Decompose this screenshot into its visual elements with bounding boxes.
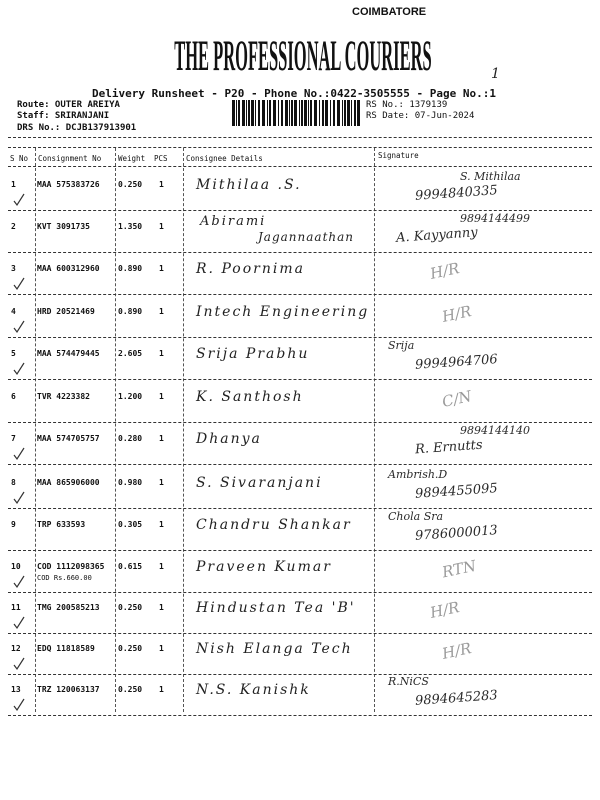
row-status-mark: H/R	[428, 598, 461, 622]
barcode-bar	[232, 100, 235, 126]
row-sno: 2	[11, 222, 16, 231]
barcode-bar	[322, 100, 324, 126]
row-pcs: 1	[159, 180, 164, 189]
tick-mark-icon	[12, 319, 26, 333]
row-cod-amount: COD Rs.660.00	[37, 574, 92, 582]
row-signature-phone: 9894645283	[414, 688, 499, 709]
barcode-bar	[325, 100, 328, 126]
barcode-bar	[357, 100, 360, 126]
row-weight: 0.890	[118, 307, 143, 316]
page-number-handwritten: 1	[491, 66, 500, 82]
row-pcs: 1	[159, 685, 164, 694]
col-signature: Signature	[378, 151, 419, 160]
tick-mark-icon	[12, 656, 26, 670]
col-consignee: Consignee Details	[186, 154, 263, 163]
row-divider	[8, 508, 592, 509]
tick-mark-icon	[12, 574, 26, 588]
row-signature-name: Srija	[388, 339, 415, 352]
barcode-bar	[344, 100, 346, 126]
row-signature-name: Ambrish.D	[388, 468, 448, 481]
barcode-bar	[342, 100, 343, 126]
row-signature-name: S. Mithilaa	[460, 170, 521, 183]
barcode-bar	[238, 100, 240, 126]
row-divider	[8, 422, 592, 423]
row-status-mark: C/N	[440, 387, 474, 411]
row-consignment: HRD 20521469	[37, 307, 95, 316]
tick-mark-icon	[12, 276, 26, 290]
row-signature-name: 9894144499	[460, 212, 530, 225]
row-pcs: 1	[159, 392, 164, 401]
row-sno: 7	[11, 434, 16, 443]
col-pcs: PCS	[154, 154, 168, 163]
row-divider	[8, 210, 592, 211]
barcode-bar	[258, 100, 260, 126]
row-consignee: K. Santhosh	[196, 389, 304, 405]
row-consignment: MAA 574705757	[37, 434, 100, 443]
row-consignee: Praveen Kumar	[196, 559, 332, 575]
col-line	[35, 148, 36, 712]
col-line	[374, 148, 375, 712]
row-weight: 1.350	[118, 222, 143, 231]
row-consignee: Srija Prabhu	[196, 346, 310, 362]
row-signature-name: 9894144140	[460, 424, 530, 437]
barcode-bar	[236, 100, 237, 126]
row-pcs: 1	[159, 644, 164, 653]
row-sno: 10	[11, 562, 21, 571]
barcode-bar	[248, 100, 250, 126]
row-divider	[8, 715, 592, 716]
tick-mark-icon	[12, 697, 26, 711]
rs-date: RS Date: 07-Jun-2024	[366, 111, 475, 121]
barcode-bar	[255, 100, 256, 126]
row-weight: 0.250	[118, 644, 143, 653]
barcode-bar	[310, 100, 312, 126]
header-divider-2	[8, 147, 592, 148]
row-consignee: Chandru Shankar	[196, 517, 352, 533]
row-pcs: 1	[159, 562, 164, 571]
row-pcs: 1	[159, 603, 164, 612]
row-sno: 8	[11, 478, 16, 487]
row-consignment: MAA 600312960	[37, 264, 100, 273]
tick-mark-icon	[12, 615, 26, 629]
drs-number: DRS No.: DCJB137913901	[17, 123, 137, 133]
row-pcs: 1	[159, 307, 164, 316]
barcode-bar	[354, 100, 356, 126]
col-line	[115, 148, 116, 712]
row-signature-phone: 9786000013	[414, 523, 499, 544]
header-row-divider	[8, 166, 592, 167]
row-consignee: Abirami	[200, 214, 267, 229]
row-sno: 12	[11, 644, 21, 653]
row-divider	[8, 592, 592, 593]
barcode-bar	[273, 100, 276, 126]
row-divider	[8, 550, 592, 551]
row-signature-name: R.NiCS	[388, 675, 429, 688]
header-divider	[8, 137, 592, 138]
row-divider	[8, 464, 592, 465]
barcode-bar	[330, 100, 331, 126]
row-sno: 5	[11, 349, 16, 358]
row-consignee: S. Sivaranjani	[196, 475, 323, 491]
row-pcs: 1	[159, 222, 164, 231]
row-consignee-line2: Jagannaathan	[258, 230, 354, 244]
row-sno: 3	[11, 264, 16, 273]
svg-text:THE PROFESSIONAL COURIERS: THE PROFESSIONAL COURIERS	[174, 32, 432, 81]
row-divider	[8, 294, 592, 295]
row-weight: 0.250	[118, 603, 143, 612]
row-signature-phone: A. Kayyanny	[395, 225, 479, 246]
tick-mark-icon	[12, 192, 26, 206]
barcode-bar	[299, 100, 300, 126]
row-sno: 4	[11, 307, 16, 316]
row-pcs: 1	[159, 264, 164, 273]
barcode-bar	[319, 100, 320, 126]
row-consignee: N.S. Kanishk	[196, 682, 311, 698]
row-divider	[8, 633, 592, 634]
row-weight: 0.890	[118, 264, 143, 273]
row-consignment: MAA 574479445	[37, 349, 100, 358]
barcode-bar	[314, 100, 317, 126]
row-divider	[8, 337, 592, 338]
barcode-bar	[281, 100, 283, 126]
row-weight: 0.615	[118, 562, 143, 571]
col-weight: Weight	[118, 154, 146, 163]
barcode-bar	[289, 100, 290, 126]
tick-mark-icon	[12, 361, 26, 375]
row-consignee: Nish Elanga Tech	[196, 641, 353, 657]
row-signature-phone: 9894455095	[414, 481, 499, 502]
row-consignment: TVR 4223382	[37, 392, 90, 401]
row-sno: 11	[11, 603, 21, 612]
row-consignee: Intech Engineering	[196, 304, 370, 320]
row-status-mark: H/R	[428, 259, 461, 283]
tick-mark-icon	[12, 490, 26, 504]
barcode-bar	[304, 100, 307, 126]
row-consignee: R. Poornima	[196, 261, 305, 277]
row-sno: 9	[11, 520, 16, 529]
runsheet-title: Delivery Runsheet - P20 - Phone No.:0422-3505555 - Page No.:1	[92, 87, 496, 100]
row-pcs: 1	[159, 478, 164, 487]
row-sno: 1	[11, 180, 16, 189]
barcode-bar	[267, 100, 268, 126]
row-status-mark: H/R	[440, 302, 473, 326]
row-divider	[8, 379, 592, 380]
row-divider	[8, 674, 592, 675]
barcode	[232, 100, 360, 126]
barcode-bar	[337, 100, 340, 126]
barcode-bar	[291, 100, 293, 126]
row-status-mark: H/R	[440, 639, 473, 663]
row-consignment: KVT 3091735	[37, 222, 90, 231]
rs-number: RS No.: 1379139	[366, 100, 448, 110]
row-sno: 13	[11, 685, 21, 694]
row-consignment: EDQ 11818589	[37, 644, 95, 653]
row-consignee: Mithilaa .S.	[196, 177, 302, 193]
row-pcs: 1	[159, 520, 164, 529]
barcode-bar	[347, 100, 350, 126]
row-consignee: Dhanya	[196, 431, 262, 447]
row-signature-name: Chola Sra	[388, 510, 444, 523]
barcode-bar	[251, 100, 254, 126]
row-weight: 0.280	[118, 434, 143, 443]
row-consignment: TRP 633593	[37, 520, 86, 529]
row-pcs: 1	[159, 434, 164, 443]
row-consignee: Hindustan Tea 'B'	[196, 600, 356, 616]
city-label: COIMBATORE	[352, 6, 427, 18]
row-weight: 2.605	[118, 349, 143, 358]
row-consignment: TMG 200585213	[37, 603, 100, 612]
staff-label: Staff: SRIRANJANI	[17, 111, 110, 121]
row-signature-phone: 9994840335	[414, 183, 499, 204]
row-weight: 0.250	[118, 180, 143, 189]
row-signature-phone: 9994964706	[414, 352, 499, 373]
barcode-bar	[242, 100, 245, 126]
row-weight: 0.250	[118, 685, 143, 694]
row-consignment: MAA 575383726	[37, 180, 100, 189]
barcode-bar	[262, 100, 265, 126]
row-divider	[8, 252, 592, 253]
row-weight: 0.980	[118, 478, 143, 487]
barcode-bar	[278, 100, 279, 126]
barcode-bar	[269, 100, 271, 126]
row-consignment: COD 1112098365	[37, 562, 105, 571]
row-weight: 1.200	[118, 392, 143, 401]
barcode-bar	[246, 100, 247, 126]
barcode-bar	[333, 100, 335, 126]
barcode-bar	[308, 100, 309, 126]
row-weight: 0.305	[118, 520, 143, 529]
row-signature-phone: R. Ernutts	[414, 437, 484, 458]
col-line	[183, 148, 184, 712]
barcode-bar	[294, 100, 297, 126]
route-label: Route: OUTER AREIYA	[17, 100, 120, 110]
row-sno: 6	[11, 392, 16, 401]
col-sno: S No	[10, 154, 29, 163]
barcode-bar	[351, 100, 352, 126]
barcode-bar	[285, 100, 288, 126]
row-status-mark: RTN	[440, 556, 478, 582]
col-consignment: Consignment No	[38, 154, 102, 163]
row-pcs: 1	[159, 349, 164, 358]
tick-mark-icon	[12, 446, 26, 460]
barcode-bar	[301, 100, 303, 126]
row-consignment: TRZ 120063137	[37, 685, 100, 694]
row-consignment: MAA 865906000	[37, 478, 100, 487]
